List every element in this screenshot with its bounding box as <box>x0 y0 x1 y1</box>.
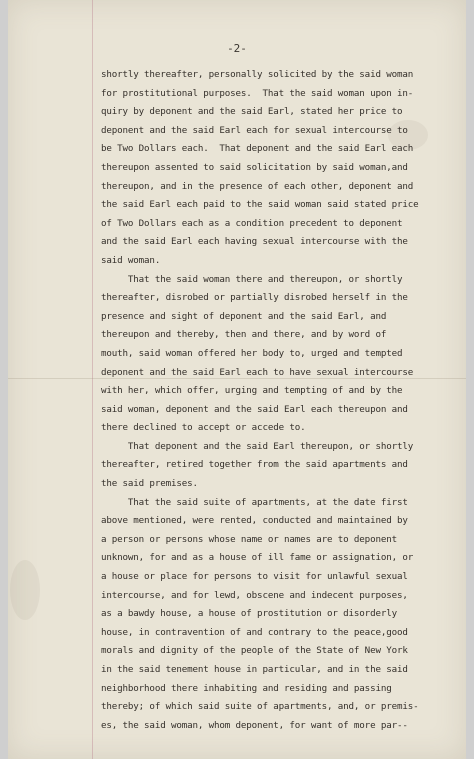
text-line: the said premises. <box>101 478 198 490</box>
paper-stain <box>10 560 40 620</box>
text-line: presence and sight of deponent and the said Earl, and <box>101 310 387 322</box>
text-line: above mentioned, were rented, conducted and maintained by <box>101 515 408 527</box>
text-line: shortly thereafter, personally solicited by the said woman <box>101 69 414 80</box>
document-body <box>101 66 441 735</box>
text-line: be Two Dollars each. That deponent and the said Earl each <box>101 143 414 155</box>
text-line: thereafter, retired together from the said apartments and <box>101 459 408 471</box>
text-line: mouth, said woman offered her body to, urged and tempted <box>101 347 403 359</box>
text-line: a person or persons whose name or names are to deponent <box>101 533 397 545</box>
text-line: neighborhood there inhabiting and residing and passing <box>101 682 392 694</box>
text-line: said woman. <box>101 254 161 266</box>
text-line: That deponent and the said Earl thereupon, or shortly <box>101 440 414 452</box>
text-line: and the said Earl each having sexual intercourse with the <box>101 236 408 248</box>
paragraph <box>101 271 441 438</box>
text-line: That the said woman there and thereupon, or shortly <box>101 273 403 285</box>
text-line: thereafter, disrobed or partially disrobed herself in the <box>101 292 408 304</box>
text-line: unknown, for and as a house of ill fame or assignation, or <box>101 552 414 564</box>
text-line: house, in contravention of and contrary to the peace,good <box>101 626 408 638</box>
text-line: thereupon and thereby, then and there, and by word of <box>101 329 387 341</box>
text-line: thereby; of which said suite of apartments, and, or premis- <box>101 701 419 713</box>
text-line: deponent and the said Earl each to have sexual intercourse <box>101 366 414 378</box>
margin-rule <box>92 0 93 759</box>
text-line: morals and dignity of the people of the State of New York <box>101 645 408 657</box>
paragraph <box>101 494 441 736</box>
text-line: the said Earl each paid to the said woman said stated price <box>101 199 419 211</box>
text-line: as a bawdy house, a house of prostitution or disorderly <box>101 608 397 620</box>
text-line: That the said suite of apartments, at the date first <box>101 496 408 508</box>
page-number: -2- <box>227 42 247 55</box>
text-line: es, the said woman, whom deponent, for want of more par-- <box>101 719 408 731</box>
text-line: deponent and the said Earl each for sexual intercourse to <box>101 124 408 136</box>
paragraph <box>101 66 441 271</box>
text-line: thereupon, and in the presence of each other, deponent and <box>101 180 414 192</box>
paragraph <box>101 438 441 494</box>
text-line: in the said tenement house in particular, and in the said <box>101 664 408 675</box>
text-line: intercourse, and for lewd, obscene and indecent purposes, <box>101 589 408 601</box>
text-line: with her, which offer, urging and tempting of and by the <box>101 385 403 397</box>
text-line: for prostitutional purposes. That the said woman upon in- <box>101 87 414 99</box>
text-line: of Two Dollars each as a condition precedent to deponent <box>101 217 403 229</box>
text-line: quiry by deponent and the said Earl, stated her price to <box>101 106 403 118</box>
text-line: a house or place for persons to visit for unlawful sexual <box>101 571 408 583</box>
text-line: said woman, deponent and the said Earl each thereupon and <box>101 403 408 415</box>
text-line: there declined to accept or accede to. <box>101 422 306 434</box>
text-line: thereupon assented to said solicitation by said woman,and <box>101 161 408 173</box>
